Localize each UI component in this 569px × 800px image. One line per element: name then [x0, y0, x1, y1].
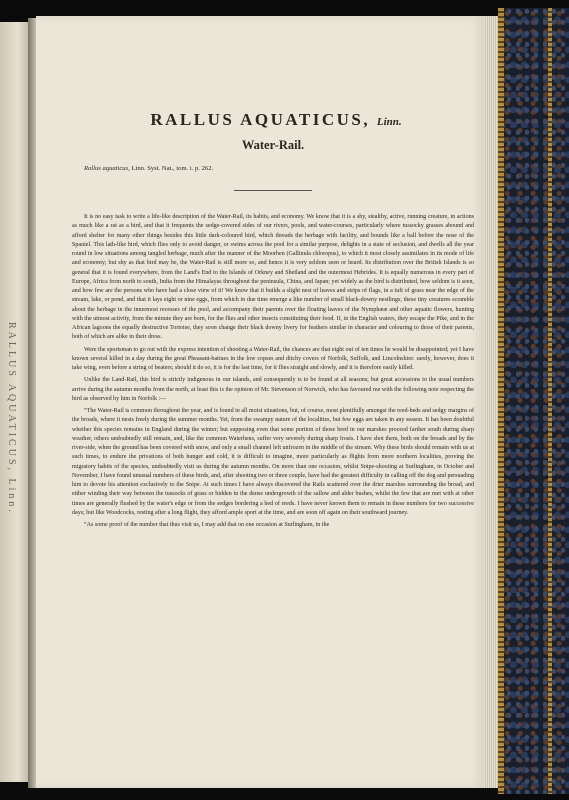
- running-head-left: RALLUS AQUATICUS, Linn.: [6, 322, 17, 515]
- synonym-name: Rallus aquaticus,: [84, 165, 130, 172]
- gilt-border: [498, 8, 504, 794]
- paragraph: It is no easy task to write a life-like description of the Water-Rail, its habits, and economy. We know that it is a shy, stealthy, active, running creature, in actions as much like a rat as a bird, and that it frequents the sedge-covered sides of our rivers, pools, and water-courses, particularly where tussocky grasses abound and afford shelter for many other things besides this little dark-coloured bird, which threads the herbage with facility, and bounds like a ball before the nose of the Spaniel. This lath-like bird, which flies only to avoid danger, or swims across the pool for a similar purpose, delights in a state of seclusion, and dwells all the year round in low situations among tangled herbage, much after the manner of the Moorhen (Gallinula chloropus), to which it most closely assimilates in its mode of life and economy; but shy as that bird may be, the Water-Rail is still more so, and hence it is very seldom seen or heard. Its distribution over the British Islands is so general that it is found everywhere, from the Land's End to the Islands of Orkney and Shetland and the outermost Hebrides. It is equally numerous in every part of Europe, Africa from north to south, India from the Himalayas throughout the peninsula, China, and Japan; yet widely as the bird is distributed, how seldom is it seen, and how few are the persons who have had a close view of it! We know that it builds a slight nest of leaves and strips of flags, in a tuft of grass near the edge of the stream, lake, or pond, and that it lays eight or nine eggs, from which in due time emerge a like number of small black-downy nestlings; these tiny creatures scramble about the herbage in the innermost recesses of the pool, and accompany their parents over the floating leaves of the Nymphææ and other aquatic flowers, hunting with the utmost activity, from the minute they are born, for the flies and other insects constituting their food. If, in the English waters, they escape the Pike, and in the African lagoons the equally destructive Tortoise, they soon change their black downy livery for feathers similar in character and colouring to those of their parents, both of which are alike in their dress.: [72, 214, 474, 341]
- paragraph: “As some proof of the number that thus visit us, I may add that on one occasion at Surlingham, in the: [84, 522, 330, 528]
- species-title: [72, 110, 474, 130]
- marbled-cover: [498, 8, 569, 794]
- authority: Linn.: [376, 116, 402, 128]
- paragraph: Unlike the Land-Rail, this bird is strictly indigenous in our islands, and consequently is to be found at all seasons; but great accessions to the usual numbers arrive during the autumn months from the north, at least this is the opinion of Mr. Stevenson of Norwich, who has favoured me with the following note respecting the bird as observed by him in Norfolk :—: [72, 377, 474, 402]
- synonymy: [84, 165, 474, 172]
- left-page-edge: [0, 22, 30, 782]
- page-content: [72, 110, 474, 533]
- paragraph: Were the sportsman to go out with the express intention of shooting a Water-Rail, the chances are that eight out of ten times he would be disappointed; yet I have known several killed in a day during the great Pheasant-battues in the low copses and ditchy covers of Norfolk, Suffolk, and Lincolnshire: rarely, however, does it take wing, even before a string of beaters; should it do so, it is for the last time, for it flies straight and slowly, and it is therefore easily killed.: [72, 346, 474, 371]
- page-edges: [484, 16, 498, 788]
- latin-name: RALLUS AQUATICUS,: [150, 110, 371, 129]
- common-name: Water-Rail.: [241, 138, 305, 152]
- gilt-border-outer: [548, 8, 552, 794]
- paragraph: “The Water-Rail is common throughout the year, and is found in all moist situations, but, of course, most plentifully amongst the reed-beds and sedgy margins of the broads, where it nests freely during the summer months. Yet, from the swampy nature of the localities, but few eggs are taken in any season. It has been doubtful whether this species remains in England during the winter; but supposing even that some portion of those bred in our marshes proceed farther south during sharp weather, others undoubtedly still remain, and, like the common Waterhens, suffer very severely during sharp frosts. I have shot them, both on the broads and by the river-side, when the ground has been covered with snow, and only a small channel left unfrozen in the middle of the stream. Why these birds should remain with us at such times, to endure the privations of both hunger and cold, it is difficult to imagine, more particularly as flights from more northern localities, proving the migratory habits of the species, undoubtedly visit us during the autumn months. On more than one occasion, whilst Snipe-shooting at Surlingham, in October and November, I have found unusual numbers of these birds, and, after shooting two or three couple, have had the greatest difficulty in calling off the dog and persuading him to devote his attention exclusively to the Snipe. At such times I have always discovered the Rails scattered over the drier marshes surrounding the broad, and either winding their way between the tussocks of grass or hidden in the dense undergrowth of the sallow and alder bushes, whilst the few that are met with at other times are generally flushed by the water's edge or from the sedges bordering a bed of reeds. I have never known them to remain in these numbers for two successive days; but like Woodcocks, resting after a long flight, they afford ample sport at the time, and are soon off again on their southward journey.: [72, 408, 474, 516]
- divider-rule: [234, 190, 312, 191]
- body-text: [72, 213, 474, 530]
- synonym-reference: Linn. Syst. Nat., tom. i. p. 262.: [131, 165, 214, 172]
